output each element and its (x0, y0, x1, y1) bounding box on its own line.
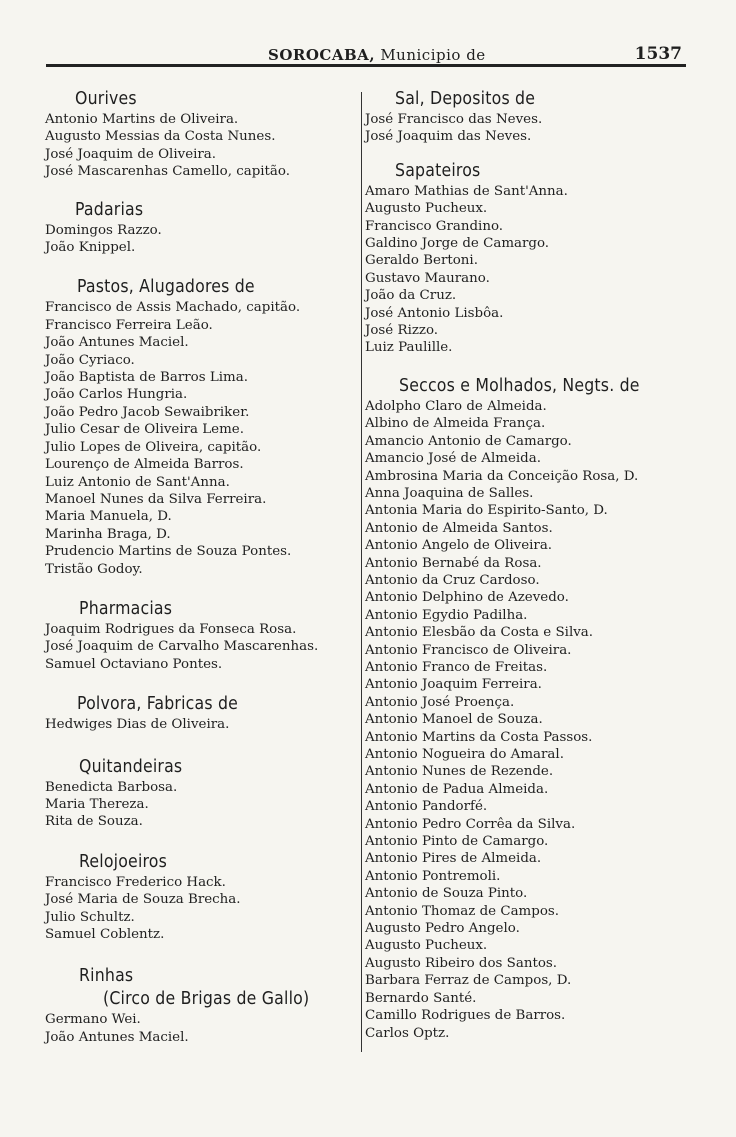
section-heading: Rinhas (79, 966, 134, 987)
section-gap (45, 831, 357, 851)
directory-entry: João Carlos Hungria. (45, 387, 188, 403)
section-gap (45, 578, 357, 598)
directory-entry: Antonio Pinto de Camargo. (365, 834, 549, 850)
directory-entry: Antonia Maria do Espirito-Santo, D. (365, 503, 608, 519)
directory-section (45, 276, 357, 578)
directory-entry: Bernardo Santé. (365, 990, 477, 1006)
directory-entry: Ambrosina Maria da Conceição Rosa, D. (365, 468, 639, 484)
section-subheading: (Circo de Brigas de Gallo) (103, 989, 310, 1010)
directory-entry: Francisco de Assis Machado, capitão. (45, 300, 301, 316)
running-title-rest: Municipio de (380, 46, 486, 64)
section-heading: Seccos e Molhados, Negts. de (399, 375, 640, 396)
directory-entry: Albino de Almeida França. (365, 416, 546, 432)
directory-entry: Antonio Manoel de Souza. (365, 712, 543, 728)
running-title (268, 46, 486, 64)
section-gap (45, 734, 357, 756)
section-heading: Sal, Depositos de (395, 89, 536, 109)
directory-entry: Antonio Delphino de Azevedo. (365, 590, 569, 606)
section-heading: Pharmacias (79, 598, 173, 619)
directory-entry: Antonio Nunes de Rezende. (365, 764, 554, 780)
section-gap (45, 673, 357, 693)
section-gap (365, 357, 687, 375)
directory-entry: José Joaquim das Neves. (365, 129, 532, 145)
directory-entry: Augusto Pucheux. (365, 938, 488, 954)
directory-entry: Adolpho Claro de Almeida. (365, 398, 547, 414)
directory-entry: João Antunes Maciel. (45, 1029, 189, 1045)
directory-section (45, 88, 357, 181)
directory-entry: Camillo Rodrigues de Barros. (365, 1008, 566, 1024)
directory-entry: José Rizzo. (365, 323, 439, 339)
section-heading: Ourives (75, 89, 137, 109)
directory-entry: João Antunes Maciel. (45, 335, 189, 351)
page-header (46, 42, 686, 64)
directory-entry: João Knippel. (45, 240, 136, 256)
directory-entry: Antonio Elesbão da Costa e Silva. (365, 625, 594, 641)
section-heading: Quitandeiras (79, 756, 183, 777)
directory-section (45, 199, 357, 257)
directory-entry: Gustavo Maurano. (365, 270, 490, 286)
directory-section (45, 598, 357, 673)
section-gap (365, 146, 687, 160)
section-gap (45, 256, 357, 276)
directory-entry: Manoel Nunes da Silva Ferreira. (45, 491, 267, 507)
directory-entry: Antonio Franco de Freitas. (365, 659, 548, 675)
directory-entry: Augusto Pedro Angelo. (365, 921, 520, 937)
directory-entry: Antonio Francisco de Oliveira. (365, 642, 572, 658)
section-heading: Pastos, Alugadores de (77, 277, 255, 298)
directory-section (45, 693, 357, 733)
directory-entry: Anna Joaquina de Salles. (365, 485, 534, 501)
directory-entry: Julio Schultz. (45, 909, 135, 925)
left-column (45, 88, 357, 1046)
directory-entry: Antonio Joaquim Ferreira. (365, 677, 542, 693)
directory-entry: Samuel Octaviano Pontes. (45, 656, 223, 672)
directory-entry: Barbara Ferraz de Campos, D. (365, 973, 572, 989)
directory-entry: Geraldo Bertoni. (365, 253, 478, 269)
directory-entry: José Antonio Lisbôa. (365, 305, 504, 321)
directory-entry: Antonio de Almeida Santos. (365, 520, 553, 536)
directory-entry: Benedicta Barbosa. (45, 779, 178, 795)
directory-entry: Antonio de Padua Almeida. (365, 781, 549, 797)
directory-entry: Samuel Coblentz. (45, 927, 165, 942)
directory-entry: Francisco Ferreira Leão. (45, 317, 213, 333)
directory-entry: Julio Cesar de Oliveira Leme. (45, 422, 244, 438)
directory-entry: Antonio Bernabé da Rosa. (365, 555, 542, 571)
directory-entry: Lourenço de Almeida Barros. (45, 457, 244, 473)
page-number: 1537 (634, 44, 682, 64)
directory-entry: Galdino Jorge de Camargo. (365, 236, 550, 252)
directory-section (45, 756, 357, 831)
section-heading: Relojoeiros (79, 851, 168, 872)
directory-entry: Augusto Pucheux. (365, 201, 488, 217)
section-gap (45, 943, 357, 965)
directory-entry: Maria Thereza. (45, 796, 149, 812)
directory-entry: Antonio Martins de Oliveira. (45, 112, 239, 127)
directory-entry: Antonio de Souza Pinto. (365, 886, 528, 902)
directory-entry: Antonio Pedro Corrêa da Silva. (365, 816, 576, 832)
directory-entry: Luiz Antonio de Sant'Anna. (45, 474, 230, 490)
directory-entry: Maria Manuela, D. (45, 509, 172, 525)
directory-entry: Antonio Pires de Almeida. (365, 851, 542, 867)
directory-entry: João Pedro Jacob Sewaibriker. (45, 404, 250, 420)
directory-entry: José Joaquim de Carvalho Mascarenhas. (45, 639, 319, 655)
header-rule (46, 64, 686, 67)
directory-entry: João Cyriaco. (45, 352, 135, 368)
directory-entry: Antonio Egydio Padilha. (365, 607, 528, 623)
directory-entry: Prudencio Martins de Souza Pontes. (45, 544, 292, 560)
directory-entry: Joaquim Rodrigues da Fonseca Rosa. (45, 621, 297, 637)
section-heading: Polvora, Fabricas de (77, 694, 239, 715)
directory-entry: Antonio Nogueira do Amaral. (365, 747, 564, 762)
directory-entry: Marinha Braga, D. (45, 526, 171, 542)
directory-entry: Antonio Angelo de Oliveira. (365, 538, 553, 554)
directory-entry: Antonio Thomaz de Campos. (365, 903, 560, 919)
section-gap (45, 181, 357, 199)
directory-entry: José Mascarenhas Camello, capitão. (45, 164, 290, 180)
directory-entry: Julio Lopes de Oliveira, capitão. (45, 439, 262, 455)
directory-entry: Amaro Mathias de Sant'Anna. (365, 183, 568, 199)
directory-entry: Francisco Grandino. (365, 218, 504, 234)
directory-entry: José Francisco das Neves. (365, 112, 543, 127)
directory-entry: Augusto Ribeiro dos Santos. (365, 955, 558, 971)
directory-entry: Germano Wei. (45, 1012, 141, 1028)
directory-entry: Antonio Pandorfé. (365, 799, 488, 815)
directory-entry: Antonio Martins da Costa Passos. (365, 729, 593, 745)
directory-entry: Antonio da Cruz Cardoso. (365, 572, 540, 588)
directory-entry: José Maria de Souza Brecha. (45, 892, 241, 908)
section-heading: Padarias (75, 199, 144, 220)
directory-entry: Augusto Messias da Costa Nunes. (45, 129, 276, 145)
directory-entry: Rita de Souza. (45, 814, 143, 830)
directory-entry: Tristão Godoy. (45, 561, 143, 577)
directory-entry: Antonio José Proença. (365, 694, 515, 710)
directory-entry: José Joaquim de Oliveira. (45, 146, 217, 162)
directory-entry: Amancio Antonio de Camargo. (365, 433, 572, 449)
directory-section (365, 88, 687, 146)
section-heading: Sapateiros (395, 160, 481, 181)
directory-section (45, 851, 357, 944)
directory-section (365, 375, 687, 1042)
directory-entry: João da Cruz. (365, 288, 457, 304)
directory-entry: Carlos Optz. (365, 1025, 450, 1041)
column-divider (361, 92, 362, 1052)
directory-section (365, 160, 687, 357)
directory-entry: Francisco Frederico Hack. (45, 874, 226, 890)
directory-section (45, 965, 357, 1046)
directory-entry: Antonio Pontremoli. (365, 868, 501, 884)
directory-entry: Luiz Paulille. (365, 340, 453, 356)
running-title-place: SOROCABA, (268, 46, 376, 64)
directory-entry: João Baptista de Barros Lima. (45, 370, 248, 386)
directory-entry: Amancio José de Almeida. (365, 451, 541, 467)
directory-entry: Domingos Razzo. (45, 222, 162, 238)
right-column (365, 88, 687, 1042)
directory-entry: Hedwiges Dias de Oliveira. (45, 717, 230, 733)
